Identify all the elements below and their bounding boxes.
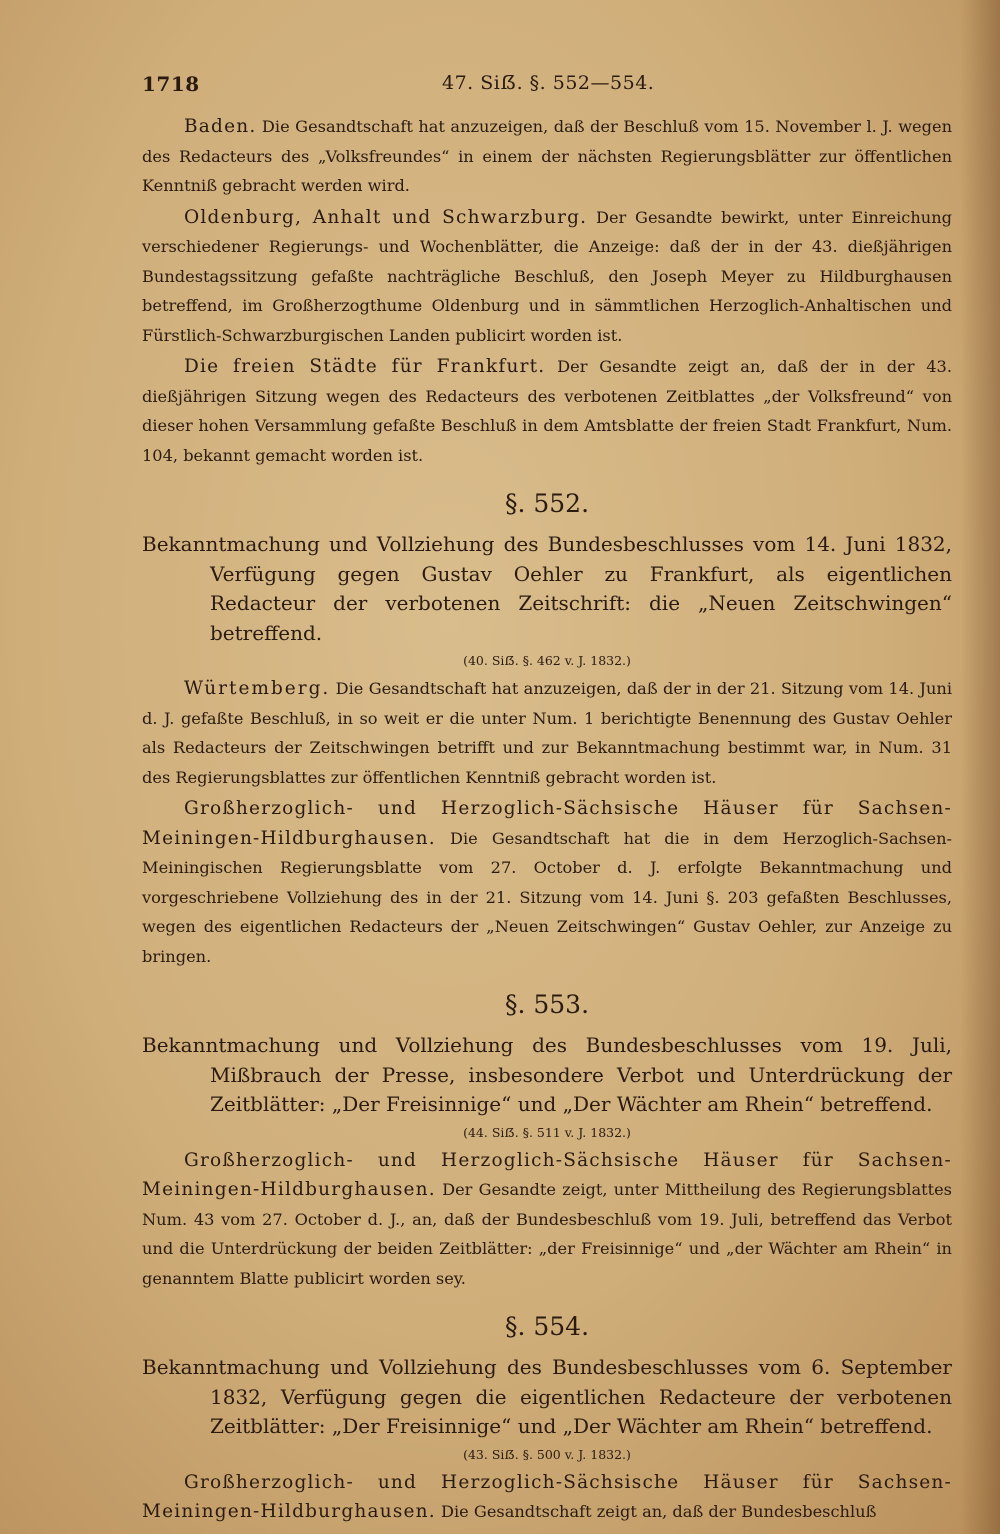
page-body bbox=[142, 112, 952, 1529]
state-name: Die freien Städte für Frankfurt. bbox=[184, 356, 546, 377]
paragraph-sachsen-meiningen bbox=[142, 1146, 952, 1294]
state-name: Baden. bbox=[184, 116, 257, 137]
paragraph-text: Der Gesandte bewirkt, unter Einreichung verschiedener Regierungs- und Wochenblätter, die Anzeige: daß der in der 43. dießjährigen Bundestagssitzung gefaßte nachträgliche Beschluß, den Joseph Meyer zu Hildburghausen betreffend, im Großherzogthume Oldenburg und in sämmtlichen Herzoglich-Anhaltischen und Fürstlich-Schwarzburgischen Landen publicirt worden ist. bbox=[142, 207, 952, 345]
section-title: Bekanntmachung und Vollziehung des Bundesbeschlusses vom 14. Juni 1832, Verfügung gegen Gustav Oehler zu Frankfurt, als eigentlichen Redacteur der verbotenen Zeitschrift: die „Neuen Zeitschwingen“ betreffend. bbox=[142, 532, 952, 645]
section-reference: (43. Siẞ. §. 500 v. J. 1832.) bbox=[463, 1446, 631, 1462]
paragraph-sachsen-meiningen bbox=[142, 794, 952, 971]
paragraph-text: Die Gesandtschaft zeigt an, daß der Bundesbeschluß bbox=[441, 1502, 877, 1521]
page-number: 1718 bbox=[142, 72, 200, 96]
section-reference: (44. Siẞ. §. 511 v. J. 1832.) bbox=[463, 1124, 631, 1140]
paragraph-text: Der Gesandte zeigt, unter Mittheilung des Regierungsblattes Num. 43 vom 27. October d. J., an, daß der Bundesbeschluß vom 19. Juli, betreffend das Verbot und die Unterdrückung der beiden Zeitblätter: „der Freisinnige“ und „der Wächter am Rhein“ in genanntem Blatte publicirt worden sey. bbox=[142, 1180, 952, 1288]
paragraph-frankfurt bbox=[142, 352, 952, 470]
state-name: Großherzoglich- und Herzoglich-Sächsische Häuser für Sachsen-Meiningen-Hildburghausen. bbox=[142, 1149, 952, 1200]
paragraph-text: Der Gesandte zeigt an, daß der in der 43. dießjährigen Sitzung wegen des Redacteurs des verbotenen Zeitblattes „der Volksfreund“ von dieser hohen Versammlung gefaßte Beschluß in dem Amtsblatte der freien Stadt Frankfurt, Num. 104, bekannt gemacht worden ist. bbox=[142, 357, 952, 465]
page-header bbox=[142, 72, 932, 102]
paragraph-baden bbox=[142, 112, 952, 201]
section-number: §. 554. bbox=[504, 1312, 590, 1341]
section-title: Bekanntmachung und Vollziehung des Bundesbeschlusses vom 6. September 1832, Verfügung gegen die eigentlichen Redacteure der verbotenen Zeitblätter: „Der Freisinnige“ und „Der Wächter am Rhein“ betreffend. bbox=[142, 1355, 952, 1438]
state-name: Würtemberg. bbox=[184, 678, 331, 699]
section-title: Bekanntmachung und Vollziehung des Bundesbeschlusses vom 19. Juli, Mißbrauch der Presse, insbesondere Verbot und Unterdrückung der Zeitblätter: „Der Freisinnige“ und „Der Wächter am Rhein“ betreffend. bbox=[142, 1033, 952, 1116]
paragraph-text: Die Gesandtschaft hat anzuzeigen, daß der in der 21. Sitzung vom 14. Juni d. J. gefaßte Beschluß, in so weit er die unter Num. 1 berichtigte Benennung des Gustav Oehler als Redacteurs der Zeitschwingen betrifft und zur Bekanntmachung bestimmt war, in Num. 31 des Regierungsblattes zur öffentlichen Kenntniß gebracht worden ist. bbox=[142, 679, 952, 787]
paragraph-text: Die Gesandtschaft hat anzuzeigen, daß der Beschluß vom 15. November l. J. wegen des Redacteurs des „Volksfreundes“ in einem der nächsten Regierungsblätter zur öffentlichen Kenntniß gebracht werden wird. bbox=[142, 117, 952, 195]
section-reference: (40. Siẞ. §. 462 v. J. 1832.) bbox=[463, 653, 631, 668]
section-number: §. 552. bbox=[504, 489, 590, 518]
paragraph-text: Die Gesandtschaft hat die in dem Herzoglich-Sachsen-Meiningischen Regierungsblatte vom 27. October d. J. erfolgte Bekanntmachung und vorgeschriebene Vollziehung des in der 21. Sitzung vom 14. Juni §. 203 gefaßten Beschlusses, wegen des eigentlichen Redacteurs der „Neuen Zeitschwingen“ Gustav Oehler, zur Anzeige zu bringen. bbox=[142, 828, 952, 966]
paragraph-wuertemberg bbox=[142, 674, 952, 792]
running-title: 47. Siẞ. §. 552—554. bbox=[442, 72, 655, 94]
paragraph-sachsen-meiningen bbox=[142, 1468, 952, 1527]
state-name: Großherzoglich- und Herzoglich-Sächsische Häuser für Sachsen-Meiningen-Hildburghausen. bbox=[142, 798, 952, 849]
state-name: Großherzoglich- und Herzoglich-Sächsische Häuser für Sachsen-Meiningen-Hildburghausen. bbox=[142, 1471, 952, 1522]
section-number: §. 553. bbox=[504, 990, 590, 1019]
state-name: Oldenburg, Anhalt und Schwarzburg. bbox=[184, 206, 588, 228]
paragraph-oldenburg bbox=[142, 203, 952, 351]
